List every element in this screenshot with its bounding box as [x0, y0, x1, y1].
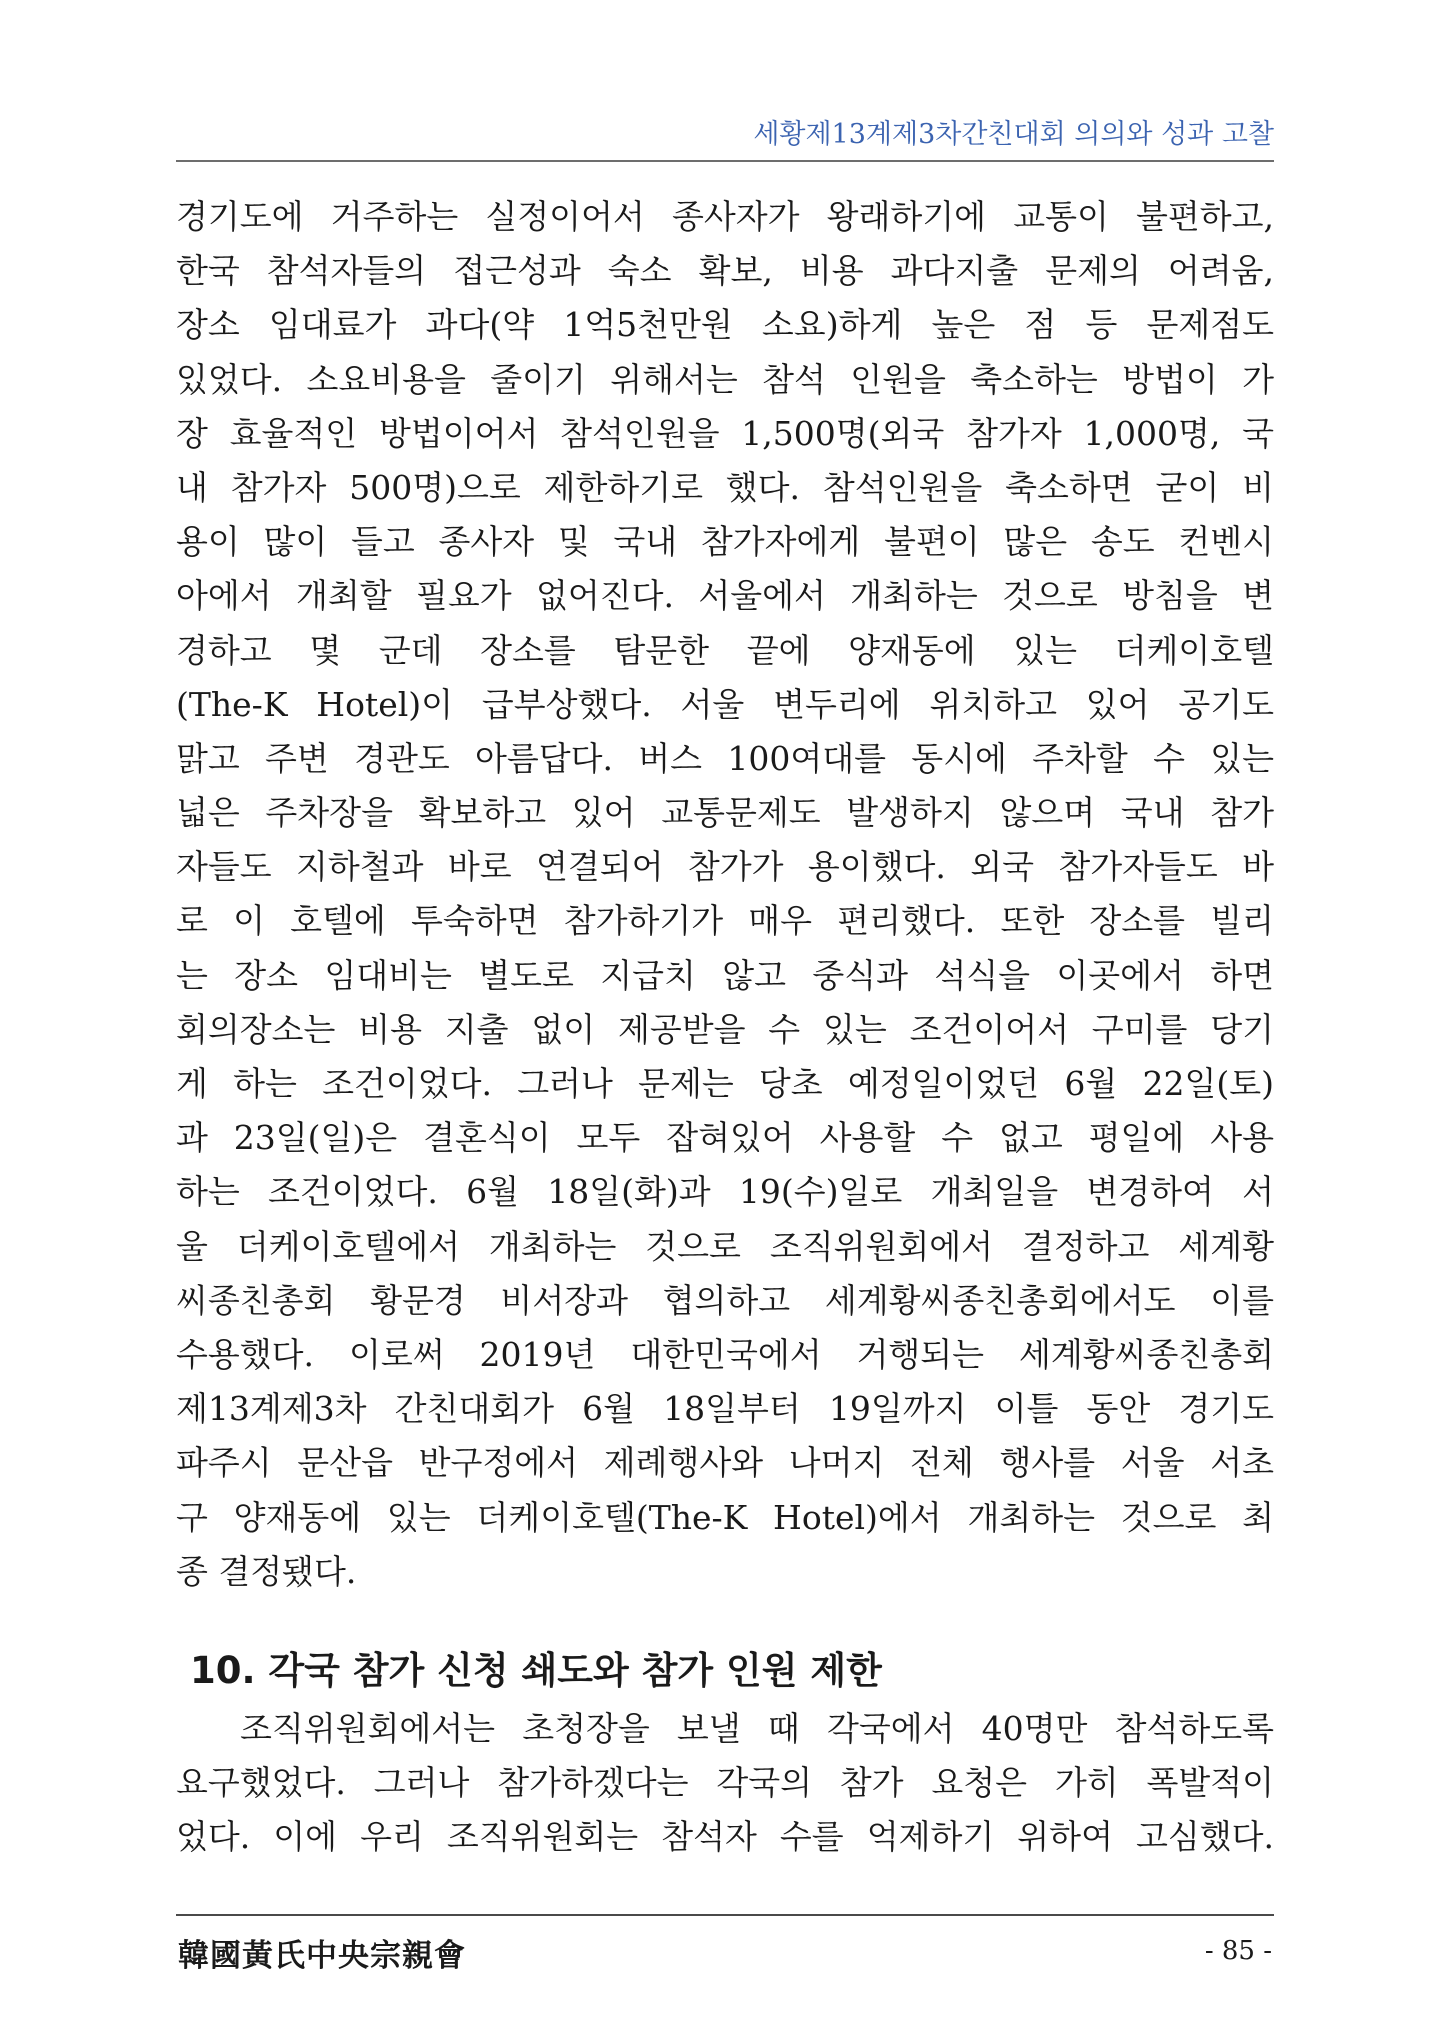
body-line: 로 이 호텔에 투숙하면 참가하기가 매우 편리했다. 또한 장소를 빌리 [176, 901, 1274, 941]
body-line: 는 장소 임대비는 별도로 지급치 않고 중식과 석식을 이곳에서 하면 [176, 955, 1274, 995]
footer-divider [176, 1914, 1274, 1916]
body-line: 장 효율적인 방법이어서 참석인원을 1,500명(외국 참가자 1,000명, 국 [176, 413, 1274, 453]
body-line: 내 참가자 500명)으로 제한하기로 했다. 참석인원을 축소하면 굳이 비 [176, 467, 1274, 507]
body-line: 자들도 지하철과 바로 연결되어 참가가 용이했다. 외국 참가자들도 바 [176, 847, 1274, 887]
section-line: 었다. 이에 우리 조직위원회는 참석자 수를 억제하기 위하여 고심했다. [176, 1817, 1274, 1857]
body-line: 장소 임대료가 과다(약 1억5천만원 소요)하게 높은 점 등 문제점도 [176, 305, 1274, 345]
body-line: 파주시 문산읍 반구정에서 제례행사와 나머지 전체 행사를 서울 서초 [176, 1443, 1274, 1483]
section-line: 조직위원회에서는 초청장을 보낼 때 각국에서 40명만 참석하도록 [240, 1709, 1274, 1748]
body-line: 용이 많이 들고 종사자 및 국내 참가자에게 불편이 많은 송도 컨벤시 [176, 522, 1274, 562]
body-line: (The-K Hotel)이 급부상했다. 서울 변두리에 위치하고 있어 공기도 [176, 684, 1274, 724]
section-paragraph [176, 1702, 1274, 1865]
body-line: 씨종친총회 황문경 비서장과 협의하고 세계황씨종친총회에서도 이를 [176, 1280, 1274, 1320]
body-line: 제13계제3차 간친대회가 6월 18일부터 19일까지 이틀 동안 경기도 [176, 1389, 1274, 1429]
body-line: 과 23일(일)은 결혼식이 모두 잡혀있어 사용할 수 없고 평일에 사용 [176, 1118, 1274, 1158]
body-line: 종 결정됐다. [176, 1551, 357, 1591]
body-line: 수용했다. 이로써 2019년 대한민국에서 거행되는 세계황씨종친총회 [176, 1334, 1274, 1374]
body-line: 하는 조건이었다. 6월 18일(화)과 19(수)일로 개최일을 변경하여 서 [176, 1172, 1274, 1212]
body-line: 있었다. 소요비용을 줄이기 위해서는 참석 인원을 축소하는 방법이 가 [176, 359, 1274, 399]
body-paragraph [176, 190, 1274, 1599]
body-line: 회의장소는 비용 지출 없이 제공받을 수 있는 조건이어서 구미를 당기 [176, 1009, 1274, 1049]
body-line: 한국 참석자들의 접근성과 숙소 확보, 비용 과다지출 문제의 어려움, [176, 251, 1274, 291]
body-line: 경하고 몇 군데 장소를 탐문한 끝에 양재동에 있는 더케이호텔 [176, 630, 1274, 670]
header-divider [176, 160, 1274, 162]
body-line: 경기도에 거주하는 실정이어서 종사자가 왕래하기에 교통이 불편하고, [176, 197, 1274, 236]
body-line: 구 양재동에 있는 더케이호텔(The-K Hotel)에서 개최하는 것으로 최 [176, 1497, 1274, 1537]
body-line: 울 더케이호텔에서 개최하는 것으로 조직위원회에서 결정하고 세계황 [176, 1226, 1274, 1266]
running-header-title: 세황제13계제3차간친대회 의의와 성과 고찰 [753, 119, 1274, 150]
body-line: 아에서 개최할 필요가 없어진다. 서울에서 개최하는 것으로 방침을 변 [176, 576, 1274, 616]
body-line: 맑고 주변 경관도 아름답다. 버스 100여대를 동시에 주차할 수 있는 [176, 738, 1274, 778]
page-number: - 85 - [1204, 1936, 1272, 1966]
section-line: 요구했었다. 그러나 참가하겠다는 각국의 참가 요청은 가히 폭발적이 [176, 1763, 1274, 1803]
body-line: 넓은 주차장을 확보하고 있어 교통문제도 발생하지 않으며 국내 참가 [176, 793, 1274, 833]
body-line: 게 하는 조건이었다. 그러나 문제는 당초 예정일이었던 6월 22일(토) [176, 1064, 1274, 1103]
footer-organization: 韓國黃氏中央宗親會 [178, 1938, 466, 1974]
section-heading: 10. 각국 참가 신청 쇄도와 참가 인원 제한 [190, 1649, 882, 1692]
